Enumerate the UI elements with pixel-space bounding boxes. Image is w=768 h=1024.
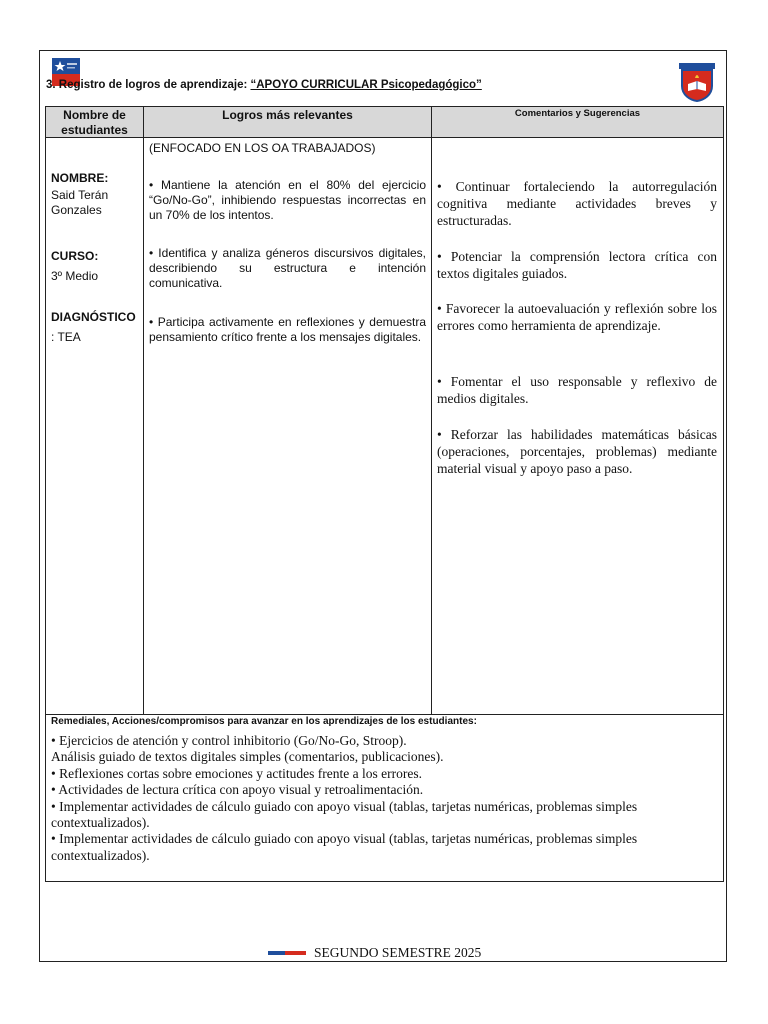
logros-cell	[143, 137, 432, 715]
remediales-list	[51, 733, 716, 864]
header-nombre: Nombre de estudiantes	[45, 106, 144, 138]
heading-title: “APOYO CURRICULAR Psicopedagógico”	[250, 79, 482, 91]
comentarios-cell	[431, 137, 724, 715]
comentario-item: • Potenciar la comprensión lectora crítica con textos digitales guiados.	[437, 249, 717, 281]
curso-value: 3º Medio	[51, 269, 99, 283]
comentario-item: • Continuar fortaleciendo la autorregulación cognitiva mediante actividades breves y estructuradas.	[437, 179, 717, 228]
remediales-title: Remediales, Acciones/compromisos para avanzar en los aprendizajes de los estudiantes:	[51, 716, 477, 727]
diagnostico-label: DIAGNÓSTICO	[51, 310, 136, 324]
footer	[268, 945, 481, 961]
logro-item: • Identifica y analiza géneros discursivos digitales, describiendo su estructura e intención comunicativa.	[149, 246, 426, 290]
footer-text: SEGUNDO SEMESTRE 2025	[314, 945, 482, 960]
remedial-item: • Ejercicios de atención y control inhibitorio (Go/No-Go, Stroop).	[51, 733, 407, 748]
logro-item: • Participa activamente en reflexiones y demuestra pensamiento crítico frente a los mensajes digitales.	[149, 315, 426, 344]
remedial-item: • Implementar actividades de cálculo guiado con apoyo visual (tablas, tarjetas numéricas, problemas simples contextualizados).	[51, 831, 638, 863]
logro-item: • Mantiene la atención en el 80% del ejercicio “Go/No-Go”, inhibiendo respuestas incorrectas en un 70% de los intentos.	[149, 178, 426, 222]
curso-label: CURSO:	[51, 249, 99, 263]
flag-stripe-icon	[268, 951, 306, 955]
comentario-item: • Fomentar el uso responsable y reflexivo de medios digitales.	[437, 374, 717, 406]
remedial-item: • Actividades de lectura crítica con apoyo visual y retroalimentación.	[51, 782, 424, 798]
nombre-value: Said Terán Gonzales	[51, 188, 109, 217]
header-logros: Logros más relevantes	[143, 106, 432, 138]
remediales-section	[45, 714, 724, 882]
logros-intro: (ENFOCADO EN LOS OA TRABAJADOS)	[149, 141, 376, 155]
school-crest-logo	[678, 62, 716, 102]
section-heading	[46, 79, 482, 91]
header-comentarios: Comentarios y Sugerencias	[431, 106, 724, 138]
heading-prefix: 3. Registro de logros de aprendizaje:	[46, 79, 251, 91]
remedial-item: • Reflexiones cortas sobre emociones y actitudes frente a los errores.	[51, 765, 422, 781]
comentario-item: • Favorecer la autoevaluación y reflexión sobre los errores como herramienta de aprendizaje.	[437, 301, 717, 333]
remedial-item: • Implementar actividades de cálculo guiado con apoyo visual (tablas, tarjetas numéricas, problemas simples contextualizados).	[51, 798, 638, 831]
diagnostico-value: : TEA	[51, 330, 81, 344]
comentario-item: • Reforzar las habilidades matemáticas básicas (operaciones, porcentajes, problemas) mediante material visual y apoyo paso a paso.	[437, 427, 717, 476]
student-info-cell	[45, 137, 144, 715]
remedial-item: Análisis guiado de textos digitales simples (comentarios, publicaciones).	[51, 749, 444, 765]
nombre-label: NOMBRE:	[51, 171, 109, 185]
